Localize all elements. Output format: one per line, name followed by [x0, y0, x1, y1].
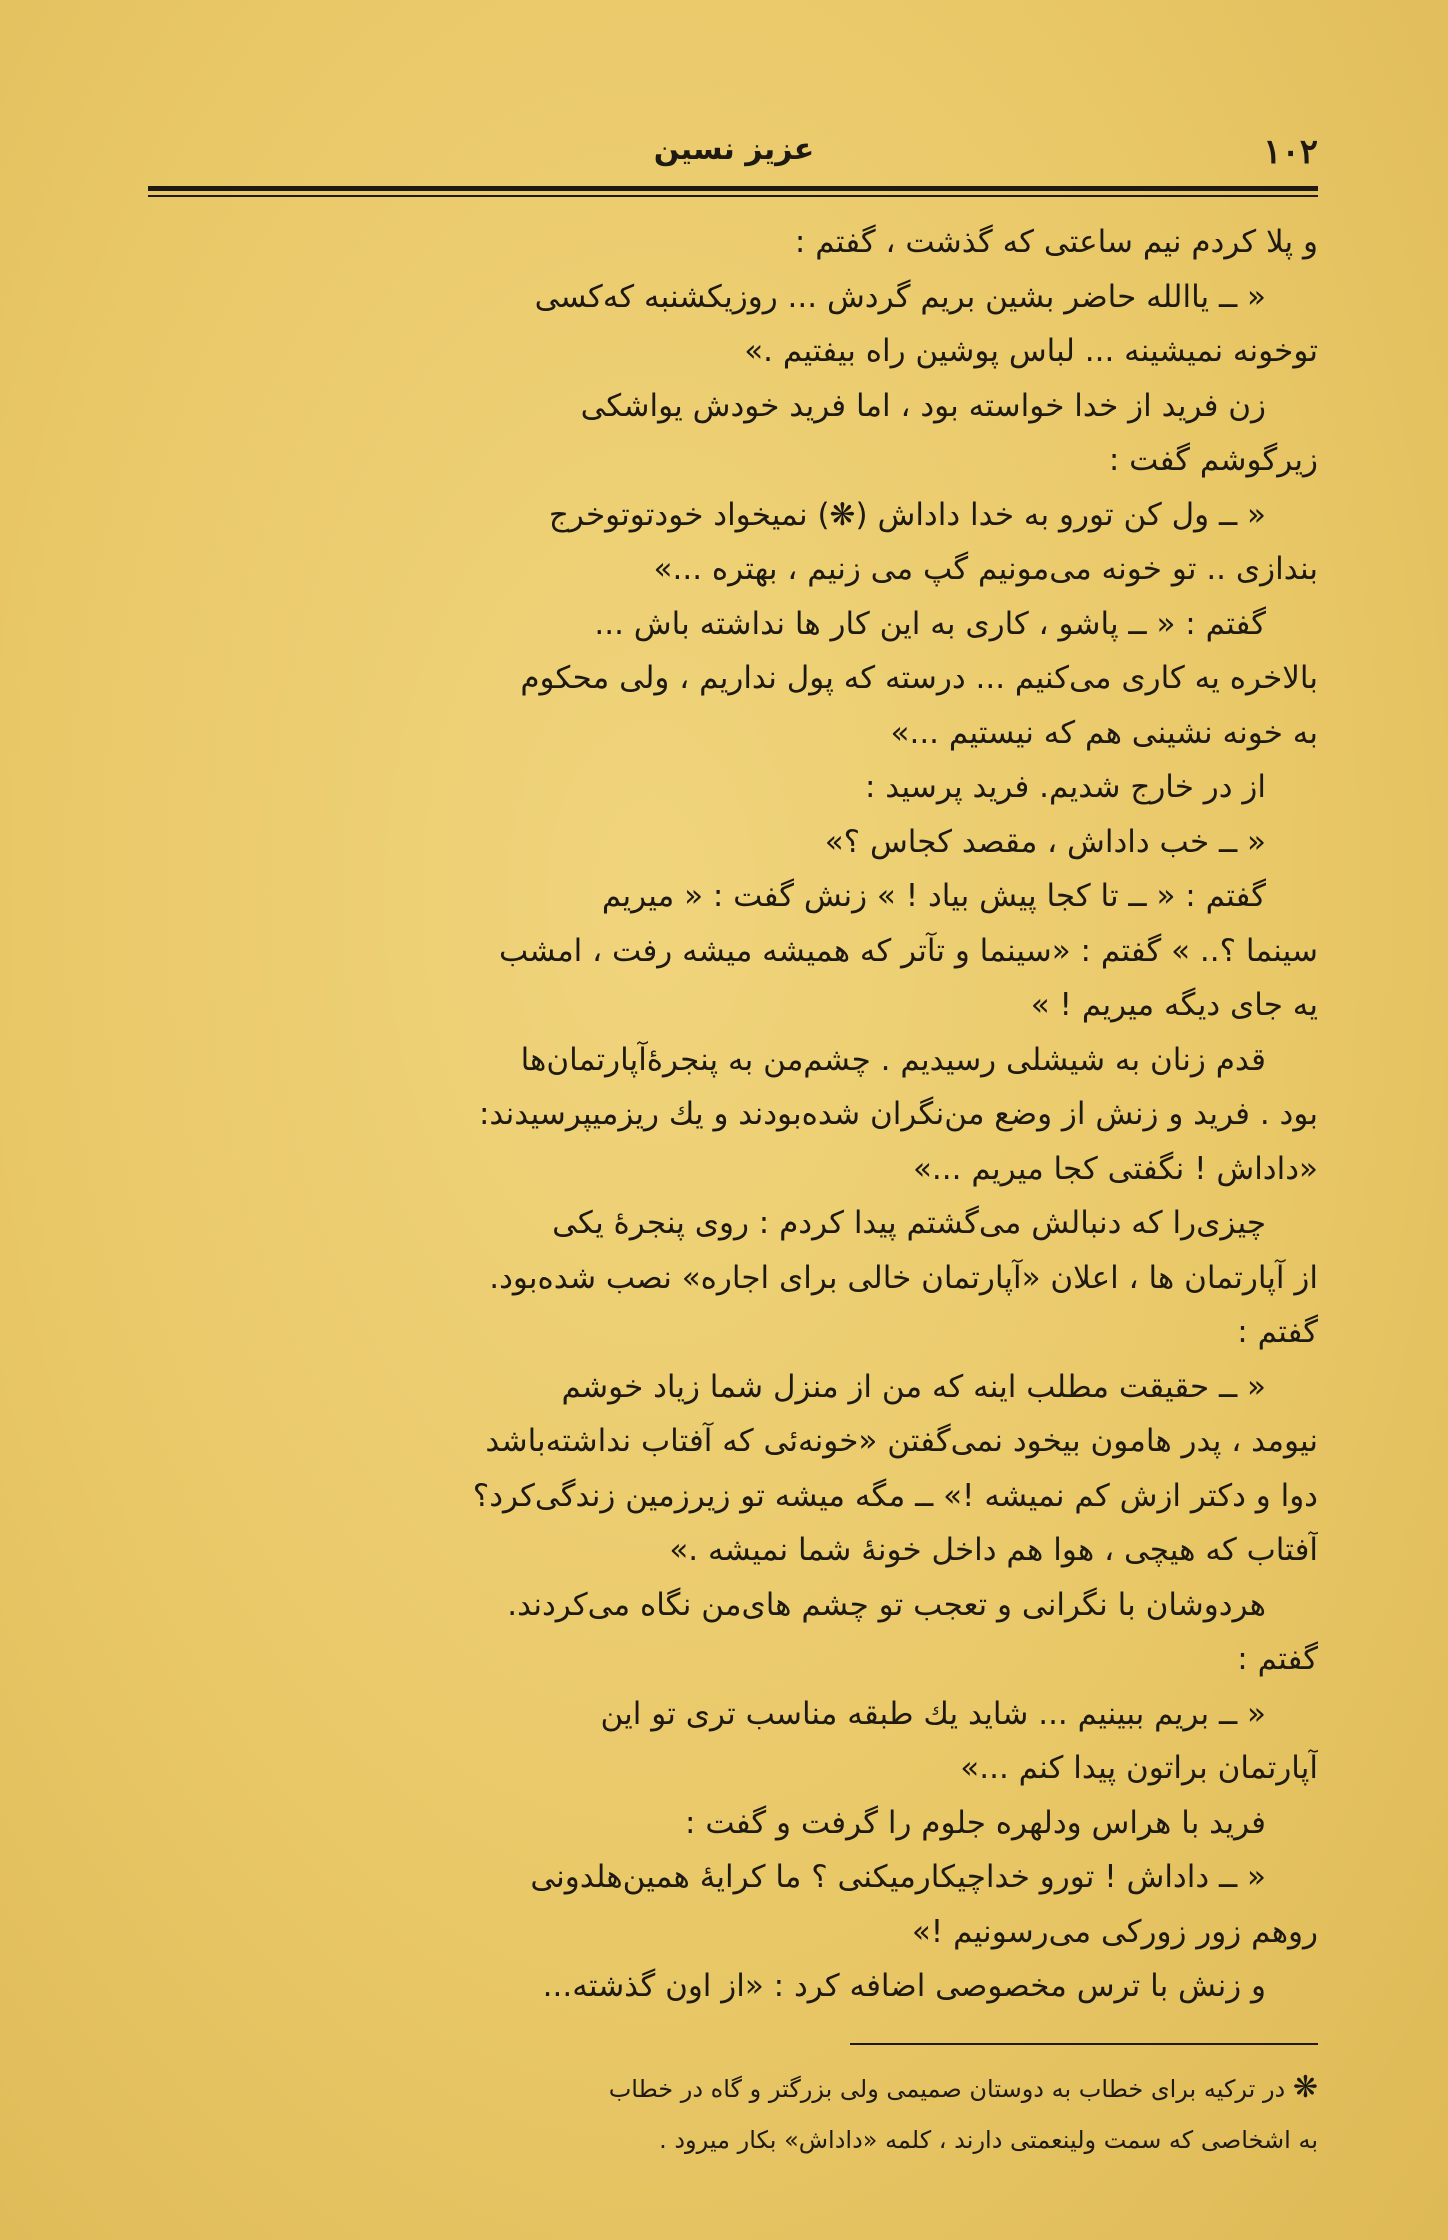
text-line: آفتاب که هیچی ، هوا هم داخل خونهٔ شما نمیشه .»	[669, 1532, 1318, 1568]
text-line: از آپارتمان ها ، اعلان «آپارتمان خالی برای اجاره» نصب شده‌بود.	[489, 1259, 1318, 1296]
text-line: زن فرید از خدا خواسته بود ، اما فرید خودش یواشکی	[580, 387, 1266, 424]
text-line: یه جای دیگه میریم ! »	[1030, 987, 1318, 1023]
text-line: سینما ؟.. » گفتم : «سینما و تآتر که همیشه میشه رفت ، امشب	[498, 932, 1318, 969]
text-line: « ــ خب داداش ، مقصد کجاس ؟»	[824, 823, 1266, 860]
text-line: دوا و دکتر ازش کم نمیشه !» ــ مگه میشه تو زیرزمین زندگی‌کرد؟	[472, 1477, 1318, 1514]
footnote-text: در ترکیه برای خطاب به دوستان صمیمی ولی بزرگتر و گاه در خطاب	[608, 2075, 1286, 2103]
text-line: « ــ بریم ببینیم ... شاید یك طبقه مناسب تری تو این	[600, 1695, 1266, 1732]
text-line: گفتم : « ــ پاشو ، کاری به این کار ها نداشته باش ...	[594, 605, 1266, 642]
text-line: و زنش با ترس مخصوصی اضافه کرد : «از اون گذشته...	[542, 1968, 1266, 2004]
footnote-line: به اشخاصی که سمت ولینعمتی دارند ، کلمه «داداش» بکار میرود .	[659, 2126, 1318, 2154]
text-line: توخونه نمیشینه ... لباس پوشین راه بیفتیم .»	[744, 333, 1318, 369]
footnote-line	[148, 2062, 1318, 2114]
text-line: « ــ یاالله حاضر بشین بریم گردش ... روزیکشنبه که‌کسی	[534, 278, 1266, 315]
text-line: زیرگوشم گفت :	[1108, 442, 1318, 478]
footnote	[148, 2062, 1318, 2166]
text-line: قدم زنان به شیشلی رسیدیم . چشم‌من به پنجرهٔ‌آپارتمان‌ها	[520, 1041, 1266, 1078]
text-line: « ــ ول کن تورو به خدا داداش (❋) نمیخواد خودتوتوخرج	[548, 496, 1266, 533]
text-line: گفتم : « ــ تا کجا پیش بیاد ! » زنش گفت : « میریم	[601, 878, 1266, 914]
header-rule-thick	[148, 186, 1318, 191]
page-number: ۱۰۲	[1263, 132, 1318, 172]
text-line: « ــ داداش ! تورو خداچیکارمیکنی ؟ ما کرایهٔ همین‌هلدونی	[530, 1859, 1266, 1895]
header-rule-thin	[148, 195, 1318, 197]
text-line: بندازی .. تو خونه می‌مونیم گپ می زنیم ، بهتره ...»	[653, 551, 1318, 587]
text-line: از در خارج شدیم. فرید پرسید :	[864, 769, 1266, 805]
text-line: هردوشان با نگرانی و تعجب تو چشم های‌من نگاه می‌کردند.	[507, 1586, 1266, 1623]
text-line: « ــ حقیقت مطلب اینه که من از منزل شما زیاد خوشم	[561, 1368, 1266, 1405]
footnote-rule	[850, 2043, 1318, 2045]
text-line: به خونه نشینی هم که نیستیم ...»	[890, 714, 1318, 751]
text-line: بود . فرید و زنش از وضع من‌نگران شده‌بودند و یك ریزمیپرسیدند:	[478, 1096, 1318, 1132]
text-line: فرید با هراس ودلهره جلوم را گرفت و گفت :	[685, 1804, 1266, 1841]
text-line: آپارتمان براتون پیدا کنم ...»	[960, 1750, 1318, 1786]
page-header	[150, 132, 1318, 182]
text-line: «داداش ! نگفتی کجا میریم ...»	[912, 1150, 1318, 1187]
text-line: چیزی‌را که دنبالش می‌گشتم پیدا کردم : روی پنجرهٔ یکی	[552, 1205, 1266, 1241]
text-line: روهم زور زورکی می‌رسونیم !»	[911, 1913, 1318, 1950]
footnote-marker-icon: ❋	[1292, 2070, 1318, 2105]
running-title: عزیز نسین	[653, 132, 815, 167]
body-text	[148, 215, 1318, 2014]
text-line: نیومد ، پدر هامون بیخود نمی‌گفتن «خونه‌ئی که آفتاب نداشته‌باشد	[485, 1423, 1318, 1459]
text-line: گفتم :	[1237, 1641, 1318, 1677]
text-line: بالاخره یه کاری می‌کنیم ... درسته که پول نداریم ، ولی محکوم	[520, 660, 1318, 696]
text-line: گفتم :	[1237, 1314, 1318, 1350]
text-line: و پلا کردم نیم ساعتی که گذشت ، گفتم :	[794, 224, 1318, 260]
